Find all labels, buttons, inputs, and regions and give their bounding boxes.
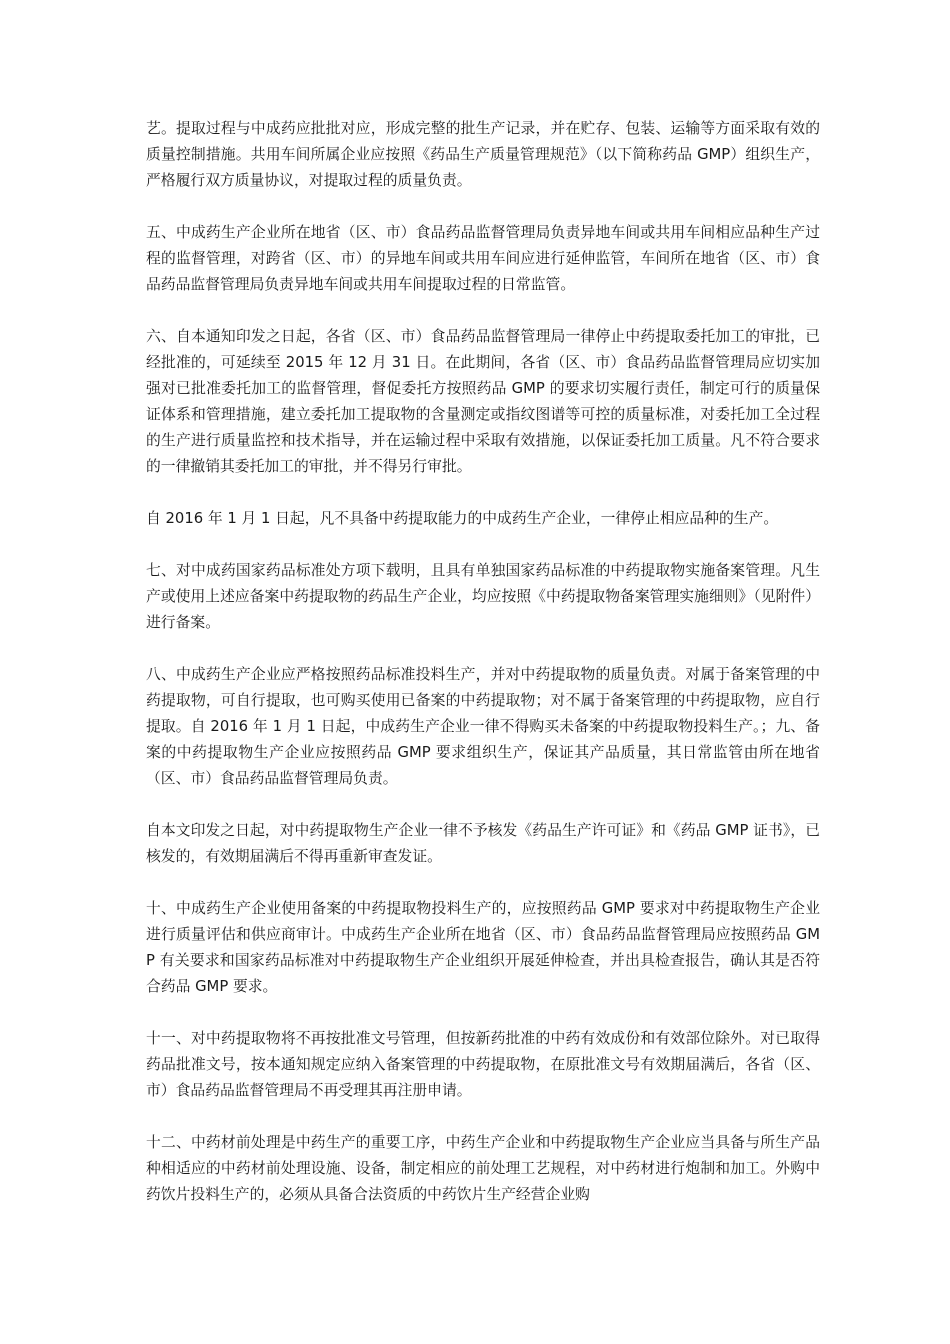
paragraph-item-six: 六、自本通知印发之日起，各省（区、市）食品药品监督管理局一律停止中药提取委托加工的审批，已经批准的，可延续至 2015 年 12 月 31 日。在此期间，各省（区、市）食品药品监督管理局应切实加强对已批准委托加工的监督管理，督促委托方按照药品 GMP 的要求切实履行责任，制定可行的质量保证体系和管理措施，建立委托加工提取物的含量测定或指纹图谱等可控的质量标准，对委托加工全过程的生产进行质量监控和技术指导，并在运输过程中采取有效措施，以保证委托加工质量。凡不符合要求的一律撤销其委托加工的审批，并不得另行审批。: [146, 328, 820, 475]
paragraph-item-ten: 十、中成药生产企业使用备案的中药提取物投料生产的，应按照药品 GMP 要求对中药提取物生产企业进行质量评估和供应商审计。中成药生产企业所在地省（区、市）食品药品监督管理局应按照药品 GMP 有关要求和国家药品标准对中药提取物生产企业组织开展延伸检查，并出具检查报告，确认其是否符合药品 GMP 要求。: [146, 900, 820, 995]
paragraph-extraction-process: 艺。提取过程与中成药应批批对应，形成完整的批生产记录，并在贮存、包装、运输等方面采取有效的质量控制措施。共用车间所属企业应按照《药品生产质量管理规范》（以下简称药品 GMP）组织生产，严格履行双方质量协议，对提取过程的质量负责。: [146, 120, 820, 189]
paragraph-item-five: 五、中成药生产企业所在地省（区、市）食品药品监督管理局负责异地车间或共用车间相应品种生产过程的监督管理，对跨省（区、市）的异地车间或共用车间应进行延伸监管，车间所在地省（区、市）食品药品监督管理局负责异地车间或共用车间提取过程的日常监管。: [146, 224, 820, 293]
paragraph-item-seven: 七、对中成药国家药品标准处方项下载明，且具有单独国家药品标准的中药提取物实施备案管理。凡生产或使用上述应备案中药提取物的药品生产企业，均应按照《中药提取物备案管理实施细则》（见附件）进行备案。: [146, 562, 820, 631]
document-body: [146, 116, 820, 1234]
paragraph-2016-production-stop: 自 2016 年 1 月 1 日起，凡不具备中药提取能力的中成药生产企业，一律停止相应品种的生产。: [146, 510, 779, 527]
paragraph-item-twelve: 十二、中药材前处理是中药生产的重要工序，中药生产企业和中药提取物生产企业应当具备与所生产品种相适应的中药材前处理设施、设备，制定相应的前处理工艺规程，对中药材进行炮制和加工。外购中药饮片投料生产的，必须从具备合法资质的中药饮片生产经营企业购: [146, 1134, 820, 1203]
paragraph-license-certificate: 自本文印发之日起，对中药提取物生产企业一律不予核发《药品生产许可证》和《药品 GMP 证书》，已核发的，有效期届满后不得再重新审查发证。: [146, 822, 820, 865]
paragraph-item-eleven: 十一、对中药提取物将不再按批准文号管理，但按新药批准的中药有效成份和有效部位除外。对已取得药品批准文号，按本通知规定应纳入备案管理的中药提取物，在原批准文号有效期届满后，各省（区、市）食品药品监督管理局不再受理其再注册申请。: [146, 1030, 820, 1099]
paragraph-item-eight-nine: 八、中成药生产企业应严格按照药品标准投料生产，并对中药提取物的质量负责。对属于备案管理的中药提取物，可自行提取，也可购买使用已备案的中药提取物；对不属于备案管理的中药提取物，应自行提取。自 2016 年 1 月 1 日起，中成药生产企业一律不得购买未备案的中药提取物投料生产。；九、备案的中药提取物生产企业应按照药品 GMP 要求组织生产，保证其产品质量，其日常监管由所在地省（区、市）食品药品监督管理局负责。: [146, 666, 820, 787]
